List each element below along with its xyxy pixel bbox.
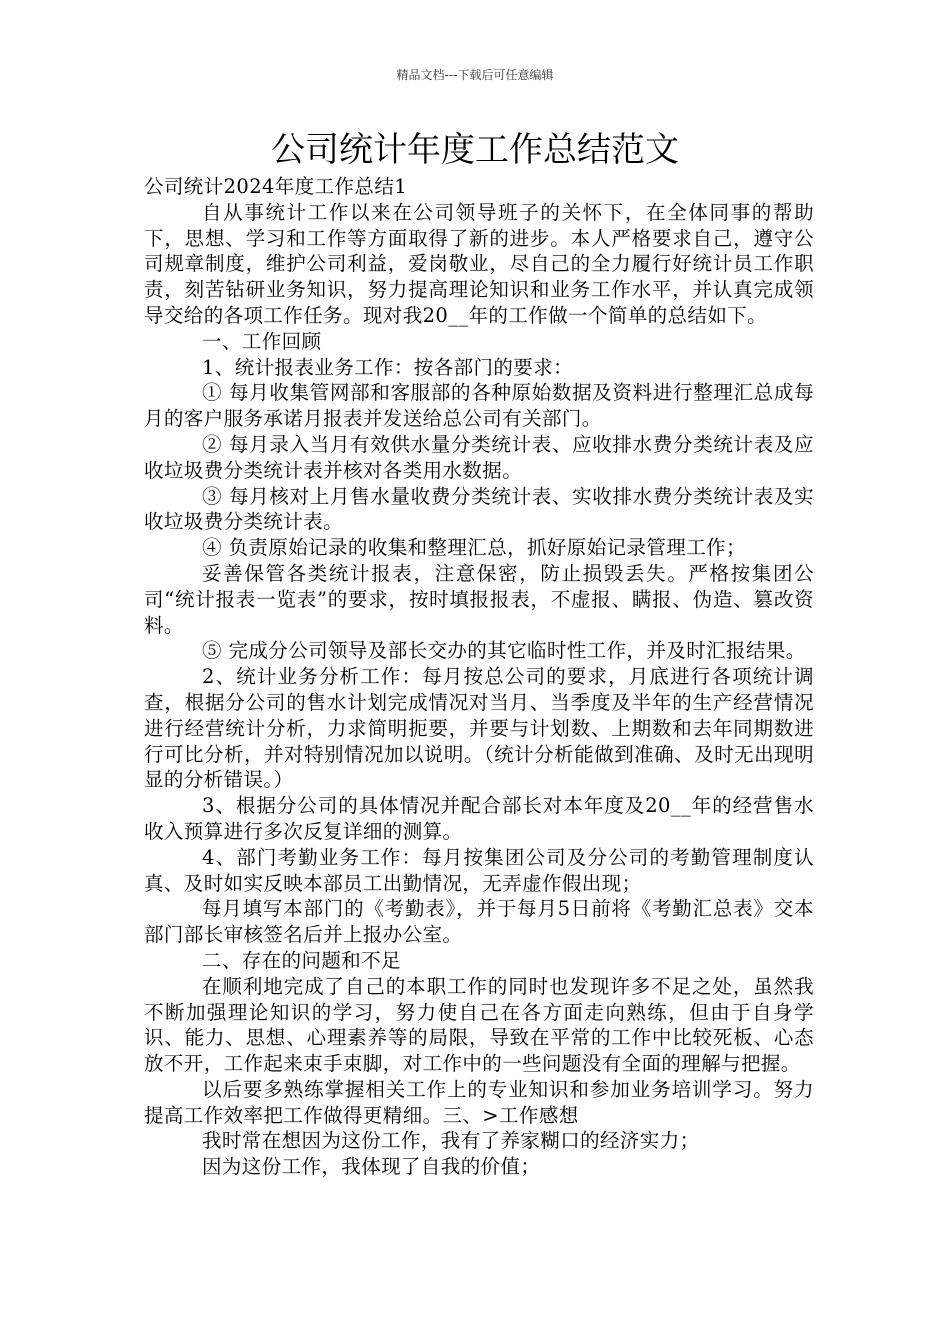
document-title: 公司统计年度工作总结范文 (271, 130, 679, 170)
item-budget: 3、根据分公司的具体情况并配合部长对本年度及20__年的经营售水收入预算进行多次反复详细的测算。 (144, 794, 814, 843)
subitem-3: ③ 每月核对上月售水量收费分类统计表、实收排水费分类统计表及实收垃圾费分类统计表。 (144, 484, 814, 534)
section-heading-review: 一、工作回顾 (202, 329, 322, 353)
subitem-1: ① 每月收集管网部和客服部的各种原始数据及资料进行整理汇总成每月的客户服务承诺月报表并发送给总公司有关部门。 (144, 381, 814, 431)
reflection-line-1: 我时常在想因为这份工作，我有了养家糊口的经济实力； (202, 1129, 700, 1153)
subitem-2: ② 每月录入当月有效供水量分类统计表、应收排水费分类统计表及应收垃圾费分类统计表并核对各类用水数据。 (144, 432, 814, 482)
reflection-line-2: 因为这份工作，我体现了自我的价值； (202, 1155, 541, 1179)
subitem-4-continued: 妥善保管各类统计报表，注意保密，防止损毁丢失。严格按集团公司“统计报表一览表”的要求，按时填报报表，不虚报、瞒报、伪造、篡改资料。 (144, 561, 814, 637)
subitem-5: ⑤ 完成分公司领导及部长交办的其它临时性工作，并及时汇报结果。 (202, 639, 806, 663)
item-attendance: 4、部门考勤业务工作：每月按集团公司及分公司的考勤管理制度认真、及时如实反映本部员工出勤情况，无弄虚作假出现； (144, 845, 814, 895)
item-statistics-reports: 1、统计报表业务工作：按各部门的要求： (202, 355, 574, 379)
item-attendance-continued: 每月填写本部门的《考勤表》，并于每月5日前将《考勤汇总表》交本部门部长审核签名后并上报办公室。 (144, 897, 814, 947)
problems-paragraph: 在顺利地完成了自己的本职工作的同时也发现许多不足之处，虽然我不断加强理论知识的学习，努力使自己在各方面走向熟练，但由于自身学识、能力、思想、心理素养等的局限，导致在平常的工作中比较死板、心态放不开，工作起来束手束脚，对工作中的一些问题没有全面的理解与把握。 (144, 974, 814, 1076)
page-header-watermark: 精品文档---下载后可任意编辑 (396, 68, 554, 82)
improvement-paragraph: 以后要多熟练掌握相关工作上的专业知识和参加业务培训学习。努力提高工作效率把工作做得更精细。三、>工作感想 (144, 1077, 814, 1127)
document-body (144, 174, 814, 1180)
subitem-4: ④ 负责原始记录的收集和整理汇总，抓好原始记录管理工作； (202, 536, 746, 560)
intro-paragraph: 自从事统计工作以来在公司领导班子的关怀下，在全体同事的帮助下，思想、学习和工作等方面取得了新的进步。本人严格要求自己，遵守公司规章制度，维护公司利益，爱岗敬业，尽自己的全力履行好统计员工作职责，刻苦钻研业务知识，努力提高理论知识和业务工作水平，并认真完成领导交给的各项工作任务。现对我20__年的工作做一个简单的总结如下。 (144, 200, 814, 327)
item-statistics-analysis: 2、统计业务分析工作：每月按总公司的要求，月底进行各项统计调查，根据分公司的售水计划完成情况对当月、当季度及半年的生产经营情况进行经营统计分析，力求简明扼要，并要与计划数、上期数和去年同期数进行可比分析，并对特别情况加以说明。（统计分析能做到准确、及时无出现明显的分析错误。） (144, 665, 814, 792)
document-subtitle: 公司统计2024年度工作总结1 (144, 175, 408, 198)
section-heading-problems: 二、存在的问题和不足 (202, 948, 402, 972)
